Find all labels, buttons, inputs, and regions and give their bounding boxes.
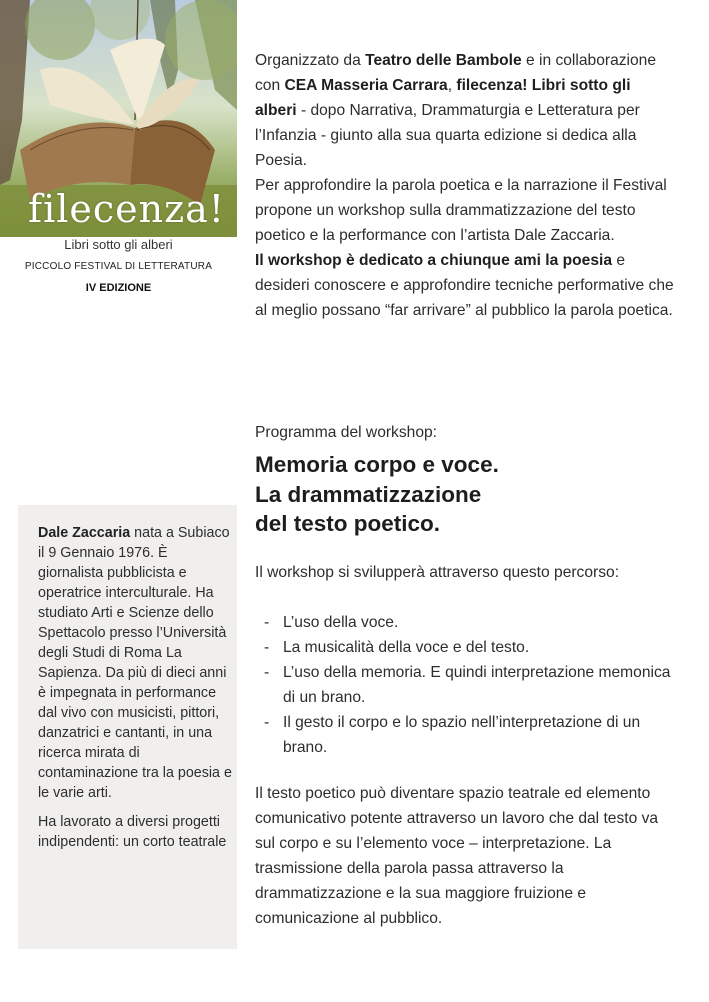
program-title <box>255 450 675 539</box>
program-title-line: La drammatizzazione <box>255 481 482 507</box>
artist-bio-box <box>18 505 237 949</box>
intro-paragraph-1 <box>255 48 675 173</box>
program-title-line: del testo poetico. <box>255 511 441 536</box>
program-label: Programma del workshop: <box>255 424 438 441</box>
organizer-name: Teatro delle Bambole <box>365 52 522 69</box>
workshop-audience-highlight: Il workshop è dedicato a chiunque ami la poesia <box>255 252 613 269</box>
festival-edition: IV EDIZIONE <box>85 282 152 294</box>
intro-section <box>255 48 675 323</box>
bio-text: nata a Subiaco il 9 Gennaio 1976. È giornalista pubblicista e operatrice interculturale. Ha studiato Arti e Scienze dello Spettacolo presso l’Università degli Studi di Roma La Sapienza. Da più di dieci anni è impegnata in performance dal vivo con musicisti, pittori, danzatrici e cantanti, in una ricerca mirata di contaminazione tra la poesia e le varie arti. <box>38 525 232 801</box>
list-item: - L’uso della memoria. E quindi interpretazione memonica di un brano. <box>262 660 682 710</box>
list-item: - Il gesto il corpo e lo spazio nell’interpretazione di un brano. <box>262 710 682 760</box>
artist-bio-text <box>38 523 233 852</box>
intro-text: e desideri conoscere e approfondire tecniche performative che al meglio possano “far arrivare” al pubblico la parola poetica. <box>255 252 674 319</box>
artist-name: Dale Zaccaria <box>38 525 131 541</box>
partner-name: CEA Masseria Carrara <box>284 77 448 94</box>
intro-text: Organizzato da <box>255 52 366 69</box>
festival-subtitle: Libri sotto gli alberi <box>64 237 173 252</box>
intro-text: , <box>447 77 457 94</box>
bio-paragraph-1 <box>38 523 233 803</box>
intro-text: - dopo Narrativa, Drammaturgia e Letteratura per l’Infanzia - giunto alla sua quarta edizione si dedica alla Poesia. <box>255 102 640 169</box>
bio-paragraph-2: Ha lavorato a diversi progetti indipendenti: un corto teatrale <box>38 814 227 850</box>
intro-paragraph-2: Per approfondire la parola poetica e la narrazione il Festival propone un workshop sulla drammatizzazione del testo poetico e la performance con l’artista Dale Zaccaria. <box>255 177 667 244</box>
closing-paragraph: Il testo poetico può diventare spazio teatrale ed elemento comunicativo potente attraverso un lavoro che dal testo va sul corpo e su l’elemento voce – interpretazione. La trasmissione della parola passa attraverso la drammatizzazione e la sua maggiore fruizione e comunicazione al pubblico. <box>255 785 659 927</box>
hero-image <box>0 0 237 237</box>
list-item: - La musicalità della voce e del testo. <box>262 635 682 660</box>
festival-tagline: PICCOLO FESTIVAL DI LETTERATURA <box>24 261 213 272</box>
intro-text: e in collaborazione con <box>255 52 657 94</box>
intro-paragraph-3 <box>255 248 675 323</box>
list-item: - L’uso della voce. <box>262 610 682 635</box>
festival-logo-title: filecenza! <box>28 187 226 231</box>
program-title-line: Memoria corpo e voce. <box>255 452 499 477</box>
program-intro: Il workshop si svilupperà attraverso questo percorso: <box>255 564 620 581</box>
festival-name: filecenza! Libri sotto gli alberi <box>255 77 631 119</box>
program-list <box>262 610 682 760</box>
